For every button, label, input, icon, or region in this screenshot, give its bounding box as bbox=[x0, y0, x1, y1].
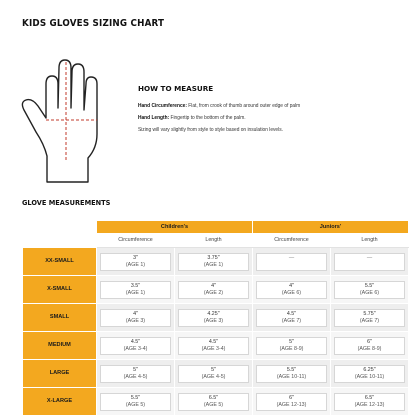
measurement-value: 5" bbox=[211, 366, 216, 373]
age-range: (AGE 6) bbox=[359, 289, 380, 296]
age-range: (AGE 2) bbox=[203, 289, 224, 296]
measurement-cell bbox=[253, 388, 331, 416]
measurement-value: 4.5" bbox=[286, 310, 297, 317]
measurement-box bbox=[178, 337, 249, 355]
measurement-cell bbox=[331, 304, 409, 332]
measurement-cell bbox=[253, 332, 331, 360]
measurement-box bbox=[100, 365, 171, 383]
table-body bbox=[23, 248, 409, 416]
age-range: (AGE 5) bbox=[125, 401, 146, 408]
measurement-box bbox=[100, 281, 171, 299]
measurement-value: 5.5" bbox=[286, 366, 297, 373]
measurement-value: 3" bbox=[133, 254, 138, 261]
measurement-box bbox=[334, 281, 405, 299]
measurement-value: 4.5" bbox=[208, 338, 219, 345]
group-header-row bbox=[23, 221, 409, 234]
page-title: KIDS GLOVES SIZING CHART bbox=[22, 18, 165, 29]
measurement-cell bbox=[331, 332, 409, 360]
circumference-label: Hand Circumference: bbox=[138, 103, 187, 109]
measurement-box bbox=[256, 281, 327, 299]
size-label: SMALL bbox=[23, 304, 97, 332]
circumference-text: Flat, from crook of thumb around outer edge of palm bbox=[186, 103, 301, 109]
length-label: Hand Length: bbox=[138, 115, 170, 121]
measurement-cell bbox=[331, 360, 409, 388]
measurement-cell bbox=[97, 388, 175, 416]
measurement-box bbox=[256, 309, 327, 327]
subheader-circumference: Circumference bbox=[253, 234, 331, 248]
measurement-box bbox=[334, 309, 405, 327]
age-range: (AGE 3) bbox=[203, 317, 224, 324]
measurement-value: 3.5" bbox=[130, 282, 141, 289]
measurement-box bbox=[256, 365, 327, 383]
measurement-cell bbox=[253, 276, 331, 304]
subheader-circumference: Circumference bbox=[97, 234, 175, 248]
measurement-cell bbox=[175, 276, 253, 304]
age-range: (AGE 10-11) bbox=[276, 373, 307, 380]
measurement-value: 4" bbox=[211, 282, 216, 289]
age-range: (AGE 3) bbox=[125, 317, 146, 324]
measurement-box bbox=[100, 253, 171, 271]
measurement-cell bbox=[253, 360, 331, 388]
measurement-box bbox=[178, 309, 249, 327]
measurement-box bbox=[178, 393, 249, 411]
size-label: MEDIUM bbox=[23, 332, 97, 360]
group-juniors: Juniors' bbox=[253, 221, 409, 234]
measurement-cell bbox=[331, 276, 409, 304]
age-range: (AGE 8-9) bbox=[279, 345, 304, 352]
table-row bbox=[23, 360, 409, 388]
age-range bbox=[335, 262, 404, 269]
how-to-heading: HOW TO MEASURE bbox=[138, 84, 214, 93]
measurement-box bbox=[334, 365, 405, 383]
age-range: (AGE 3-4) bbox=[123, 345, 148, 352]
measurement-cell bbox=[97, 276, 175, 304]
table-row bbox=[23, 332, 409, 360]
measurement-value: 6" bbox=[367, 338, 372, 345]
table-row bbox=[23, 388, 409, 416]
measurement-value: 6.5" bbox=[208, 394, 219, 401]
age-range: (AGE 7) bbox=[281, 317, 302, 324]
measurement-cell bbox=[175, 388, 253, 416]
size-label: X-SMALL bbox=[23, 276, 97, 304]
subheader-length: Length bbox=[175, 234, 253, 248]
length-text: Fingertip to the bottom of the palm. bbox=[169, 115, 246, 121]
measurement-value: 6" bbox=[289, 394, 294, 401]
measurement-cell bbox=[97, 360, 175, 388]
measurement-value: 5.5" bbox=[130, 394, 141, 401]
sizing-note: Sizing will vary slightly from style to style based on insulation levels. bbox=[138, 127, 283, 133]
table-row bbox=[23, 248, 409, 276]
corner-cell bbox=[23, 221, 97, 234]
size-label: XX-SMALL bbox=[23, 248, 97, 276]
age-range: (AGE 7) bbox=[359, 317, 380, 324]
circumference-instruction bbox=[138, 103, 395, 110]
measurement-cell bbox=[175, 304, 253, 332]
age-range: (AGE 12-13) bbox=[354, 401, 385, 408]
measurement-box bbox=[100, 393, 171, 411]
measurement-box bbox=[100, 337, 171, 355]
age-range: (AGE 12-13) bbox=[276, 401, 307, 408]
glove-measurements-table bbox=[22, 220, 409, 416]
measurement-value: 5.5" bbox=[364, 282, 375, 289]
measurement-box bbox=[256, 253, 327, 271]
measurement-value: 5" bbox=[289, 338, 294, 345]
measurement-value: 6.25" bbox=[363, 366, 376, 373]
measurement-value: 6.5" bbox=[364, 394, 375, 401]
measurement-cell bbox=[97, 332, 175, 360]
measurement-cell bbox=[175, 360, 253, 388]
measurement-box bbox=[100, 309, 171, 327]
subheader-row bbox=[23, 234, 409, 248]
measurement-box bbox=[256, 393, 327, 411]
measurement-cell bbox=[331, 248, 409, 276]
measurement-box bbox=[334, 337, 405, 355]
measurement-value: — bbox=[366, 254, 373, 261]
age-range: (AGE 3-4) bbox=[201, 345, 226, 352]
measurement-value: 5.75" bbox=[363, 310, 376, 317]
hand-outline-icon bbox=[16, 44, 116, 186]
measurement-cell bbox=[97, 248, 175, 276]
measurement-cell bbox=[253, 304, 331, 332]
subheader-length: Length bbox=[331, 234, 409, 248]
measurement-box bbox=[178, 253, 249, 271]
measurement-box bbox=[256, 337, 327, 355]
table-row bbox=[23, 304, 409, 332]
measurement-value: 5" bbox=[133, 366, 138, 373]
measurement-box bbox=[178, 365, 249, 383]
measurement-value: 4.25" bbox=[207, 310, 220, 317]
group-childrens: Children's bbox=[97, 221, 253, 234]
age-range: (AGE 6) bbox=[281, 289, 302, 296]
age-range: (AGE 8-9) bbox=[357, 345, 382, 352]
age-range: (AGE 4-5) bbox=[123, 373, 148, 380]
corner-cell bbox=[23, 234, 97, 248]
measurement-value: 4.5" bbox=[130, 338, 141, 345]
age-range: (AGE 1) bbox=[125, 261, 146, 268]
age-range: (AGE 1) bbox=[203, 261, 224, 268]
measurement-value: 4" bbox=[289, 282, 294, 289]
age-range: (AGE 1) bbox=[125, 289, 146, 296]
age-range bbox=[257, 262, 326, 269]
section-title: GLOVE MEASUREMENTS bbox=[22, 199, 111, 207]
measurement-cell bbox=[331, 388, 409, 416]
measurement-value: 3.75" bbox=[207, 254, 220, 261]
length-instruction bbox=[138, 115, 395, 122]
measurement-box bbox=[334, 253, 405, 271]
table-row bbox=[23, 276, 409, 304]
measurement-cell bbox=[253, 248, 331, 276]
age-range: (AGE 4-5) bbox=[201, 373, 226, 380]
hand-outline bbox=[22, 60, 97, 182]
measurement-value: — bbox=[288, 254, 295, 261]
measurement-box bbox=[334, 393, 405, 411]
measurement-cell bbox=[175, 248, 253, 276]
size-label: X-LARGE bbox=[23, 388, 97, 416]
how-to-measure bbox=[138, 84, 408, 139]
measurement-value: 4" bbox=[133, 310, 138, 317]
age-range: (AGE 5) bbox=[203, 401, 224, 408]
measurement-cell bbox=[97, 304, 175, 332]
measurement-cell bbox=[175, 332, 253, 360]
measurement-box bbox=[178, 281, 249, 299]
size-label: LARGE bbox=[23, 360, 97, 388]
age-range: (AGE 10-11) bbox=[354, 373, 385, 380]
